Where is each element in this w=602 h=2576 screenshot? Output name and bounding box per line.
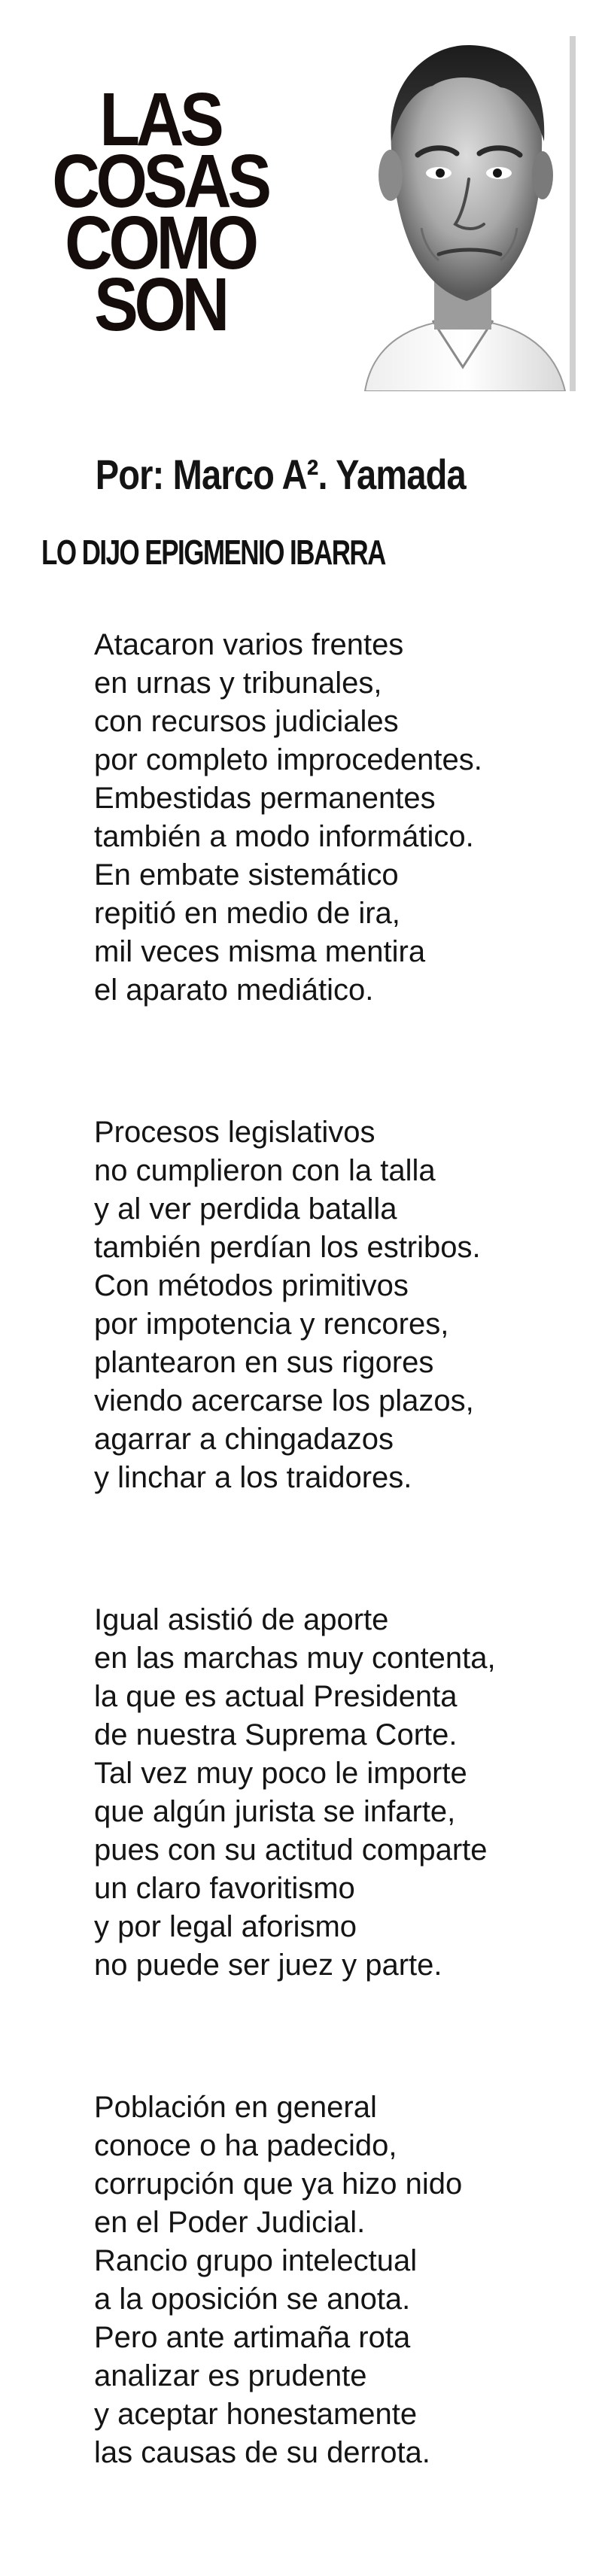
- column-title-line: COMO: [65, 201, 255, 285]
- article-title: LO DIJO EPIGMENIO IBARRA: [41, 533, 385, 572]
- poem-line: repitió en medio de ira,: [94, 897, 400, 930]
- poem-line: no cumplieron con la talla: [94, 1154, 436, 1187]
- author-byline: Por: Marco A². Yamada: [95, 451, 466, 498]
- poem-line: de nuestra Suprema Corte.: [94, 1718, 458, 1751]
- poem-line: mil veces misma mentira: [94, 935, 426, 968]
- column-title-line: SON: [94, 263, 226, 347]
- poem-line: el aparato mediático.: [94, 974, 374, 1007]
- poem-line: también a modo informático.: [94, 820, 474, 853]
- poem-line: y por legal aforismo: [94, 1910, 357, 1943]
- poem-line: que algún jurista se infarte,: [94, 1795, 456, 1828]
- poem-line: en el Poder Judicial.: [94, 2206, 366, 2239]
- poem-line: en las marchas muy contenta,: [94, 1642, 496, 1675]
- poem-body: [94, 626, 576, 2576]
- column-title: [46, 77, 275, 347]
- poem-line: por completo improcedentes.: [94, 743, 482, 776]
- poem-line: con recursos judiciales: [94, 705, 399, 738]
- poem-line: Tal vez muy poco le importe: [94, 1757, 467, 1790]
- stanza: [94, 1601, 576, 1985]
- stanza: [94, 1113, 576, 1497]
- column-title-line: LAS: [99, 77, 220, 162]
- poem-line: viendo acercarse los plazos,: [94, 1384, 474, 1417]
- poem-line: plantearon en sus rigores: [94, 1346, 434, 1379]
- poem-line: agarrar a chingadazos: [94, 1423, 394, 1456]
- poem-line: Con métodos primitivos: [94, 1269, 409, 1302]
- poem-line: no puede ser juez y parte.: [94, 1949, 442, 1982]
- poem-line: y al ver perdida batalla: [94, 1192, 397, 1226]
- poem-line: y aceptar honestamente: [94, 2398, 418, 2431]
- poem-line: y linchar a los traidores.: [94, 1461, 412, 1494]
- stanza: [94, 2088, 576, 2472]
- column-title-line: COSAS: [52, 139, 268, 223]
- poem-line: pues con su actitud comparte: [94, 1833, 488, 1867]
- poem-line: Rancio grupo intelectual: [94, 2244, 418, 2277]
- poem-line: Igual asistió de aporte: [94, 1603, 389, 1636]
- poem-line: Pero ante artimaña rota: [94, 2321, 411, 2354]
- poem-line: Procesos legislativos: [94, 1116, 375, 1149]
- poem-line: Embestidas permanentes: [94, 782, 436, 815]
- poem-line: a la oposición se anota.: [94, 2283, 411, 2316]
- poem-line: por impotencia y rencores,: [94, 1308, 449, 1341]
- poem-line: En embate sistemático: [94, 858, 399, 892]
- poem-line: analizar es prudente: [94, 2359, 367, 2392]
- poem-line: las causas de su derrota.: [94, 2436, 430, 2469]
- poem-line: corrupción que ya hizo nido: [94, 2167, 463, 2201]
- poem-line: Población en general: [94, 2091, 377, 2124]
- poem-line: un claro favoritismo: [94, 1872, 355, 1905]
- poem-line: en urnas y tribunales,: [94, 667, 382, 700]
- author-portrait: [350, 36, 576, 391]
- poem-line: la que es actual Presidenta: [94, 1680, 458, 1713]
- poem-line: conoce o ha padecido,: [94, 2129, 397, 2162]
- poem-line: Atacaron varios frentes: [94, 628, 404, 661]
- poem-line: también perdían los estribos.: [94, 1231, 481, 1264]
- stanza: [94, 626, 576, 1010]
